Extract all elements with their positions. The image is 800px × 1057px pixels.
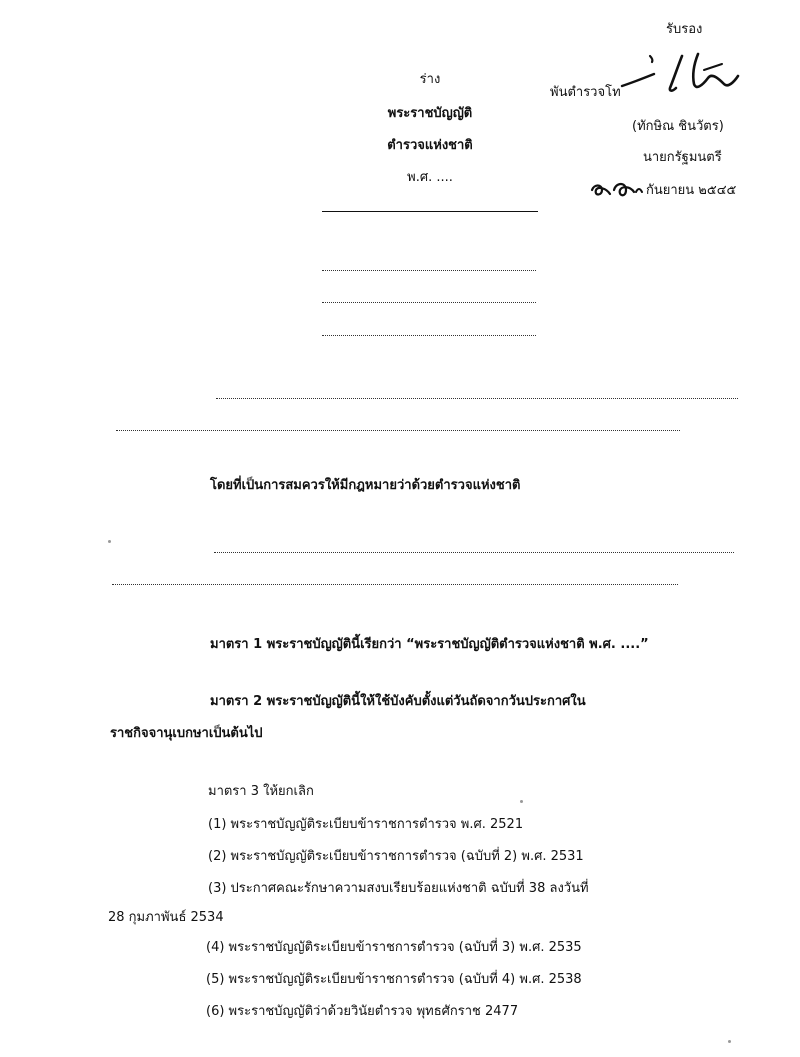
title-underline [322,211,538,212]
dotted-line [214,552,734,553]
certify-label: รับรอง [666,22,703,37]
rank-label: พันตำรวจโท [550,85,621,100]
scan-speck [108,540,111,543]
scan-speck [728,1040,731,1043]
section-3-item: (4) พระราชบัญญัติระเบียบข้าราชการตำรวจ (ฉบับที่ 3) พ.ศ. 2535 [206,940,582,955]
dotted-line [112,584,678,585]
section-3-item: (6) พระราชบัญญัติว่าด้วยวินัยตำรวจ พุทธศักราช 2477 [206,1004,519,1019]
signature-icon [620,52,740,100]
section-2-line-2: ราชกิจจานุเบกษาเป็นต้นไป [110,726,263,741]
scan-speck [520,800,523,803]
preamble-text: โดยที่เป็นการสมควรให้มีกฎหมายว่าด้วยตำรวจแห่งชาติ [210,478,521,493]
signer-name: (ทักษิณ ชินวัตร) [632,119,724,134]
act-year: พ.ศ. .... [407,170,453,185]
date-month-year: กันยายน ๒๕๔๕ [646,183,737,198]
section-3-item: (3) ประกาศคณะรักษาความสงบเรียบร้อยแห่งชาติ ฉบับที่ 38 ลงวันที่ [208,881,589,896]
section-3-item: (5) พระราชบัญญัติระเบียบข้าราชการตำรวจ (ฉบับที่ 4) พ.ศ. 2538 [206,972,582,987]
dotted-line [322,335,536,336]
draft-label: ร่าง [419,72,441,87]
signer-position: นายกรัฐมนตรี [643,150,722,165]
section-3-heading: มาตรา 3 ให้ยกเลิก [208,784,314,799]
section-3-item-continuation: 28 กุมภาพันธ์ 2534 [108,910,224,925]
section-3-item: (2) พระราชบัญญัติระเบียบข้าราชการตำรวจ (ฉบับที่ 2) พ.ศ. 2531 [208,849,584,864]
dotted-line [216,398,738,399]
section-3-item: (1) พระราชบัญญัติระเบียบข้าราชการตำรวจ พ.ศ. 2521 [208,817,524,832]
dotted-line [322,270,536,271]
section-1: มาตรา 1 พระราชบัญญัตินี้เรียกว่า “พระราชบัญญัติตำรวจแห่งชาติ พ.ศ. ....” [210,637,649,652]
handwritten-day-icon [588,176,644,200]
section-2-line-1: มาตรา 2 พระราชบัญญัตินี้ให้ใช้บังคับตั้งแต่วันถัดจากวันประกาศใน [210,694,586,709]
dotted-line [322,302,536,303]
dotted-line [116,430,680,431]
act-label: พระราชบัญญัติ [387,106,473,121]
act-subject: ตำรวจแห่งชาติ [387,138,473,153]
